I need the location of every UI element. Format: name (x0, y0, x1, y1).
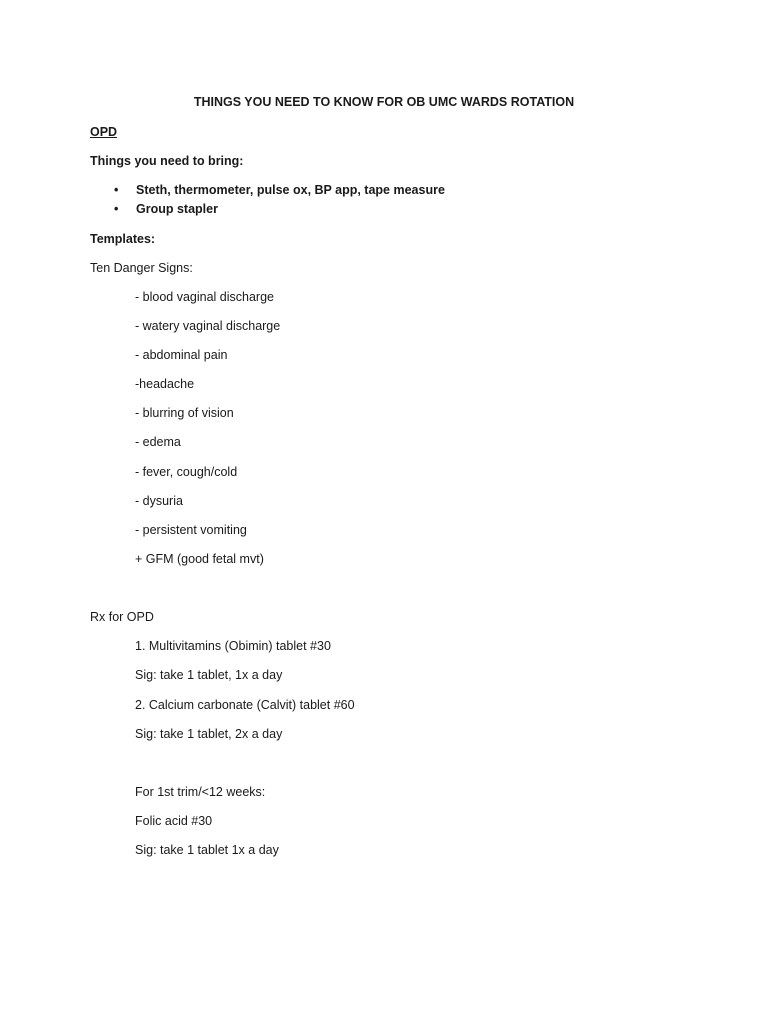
danger-signs-heading: Ten Danger Signs: (90, 261, 193, 275)
trimester-heading: For 1st trim/<12 weeks: (135, 785, 266, 799)
bring-item: Group stapler (136, 202, 218, 216)
bullet-marker: • (114, 183, 119, 197)
bring-heading: Things you need to bring: (90, 154, 244, 168)
rx-line: 2. Calcium carbonate (Calvit) tablet #60 (135, 698, 355, 712)
danger-sign: - persistent vomiting (135, 523, 247, 537)
trimester-line: Folic acid #30 (135, 814, 213, 828)
opd-heading: OPD (90, 125, 118, 139)
rx-heading: Rx for OPD (90, 610, 154, 624)
danger-sign: - edema (135, 435, 181, 449)
document-title: THINGS YOU NEED TO KNOW FOR OB UMC WARDS ROTATION (193, 95, 575, 109)
danger-sign: - dysuria (135, 494, 183, 508)
danger-sign: - blood vaginal discharge (135, 290, 274, 304)
rx-line: 1. Multivitamins (Obimin) tablet #30 (135, 639, 331, 653)
trimester-line: Sig: take 1 tablet 1x a day (135, 843, 279, 857)
bullet-marker: • (114, 202, 119, 216)
rx-line: Sig: take 1 tablet, 1x a day (135, 668, 283, 682)
bring-item: Steth, thermometer, pulse ox, BP app, tape measure (136, 183, 445, 197)
danger-sign: - watery vaginal discharge (135, 319, 281, 333)
templates-heading: Templates: (90, 232, 156, 246)
danger-sign: -headache (135, 377, 195, 391)
danger-sign: - blurring of vision (135, 406, 234, 420)
danger-sign: + GFM (good fetal mvt) (135, 552, 264, 566)
danger-sign: - abdominal pain (135, 348, 228, 362)
danger-sign: - fever, cough/cold (135, 465, 238, 479)
rx-line: Sig: take 1 tablet, 2x a day (135, 727, 283, 741)
